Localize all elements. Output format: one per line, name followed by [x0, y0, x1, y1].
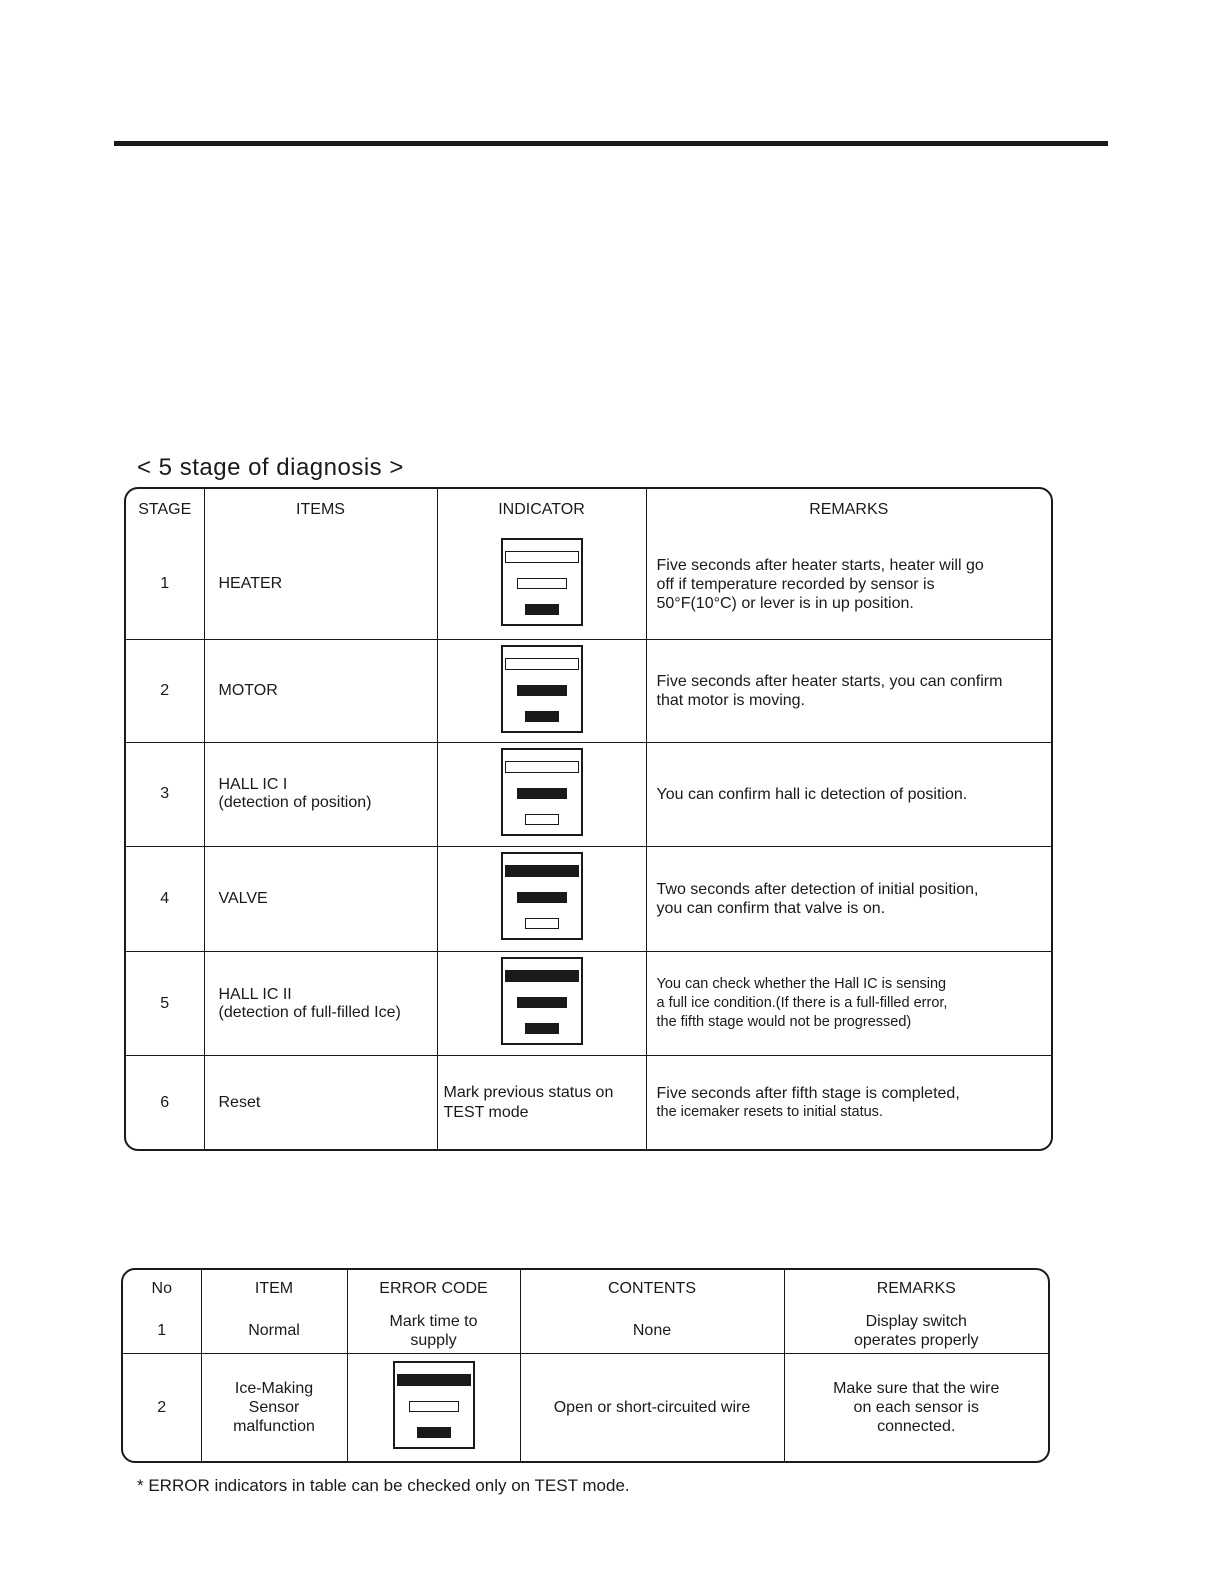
indicator-bar-wide [505, 865, 579, 877]
header-indicator: INDICATOR [437, 489, 646, 530]
remark-line: You can check whether the Hall IC is sensing [656, 976, 947, 993]
error-remark-line: connected. [877, 1418, 956, 1436]
remark-line: off if temperature recorded by sensor is [656, 575, 935, 593]
remark-line: Five seconds after heater starts, heater will go [656, 556, 984, 574]
error-number: 1 [123, 1308, 201, 1354]
remarks-cell [646, 639, 1051, 742]
indicator-bar-small [417, 1427, 451, 1438]
error-item-line: Normal [248, 1322, 300, 1340]
indicator-bar-wide [397, 1374, 471, 1386]
indicator-bar-wide [505, 970, 579, 982]
item-name [204, 639, 437, 742]
indicator-bar-mid [517, 685, 567, 696]
diagnosis-row-5 [126, 951, 1051, 1055]
remark-line: Five seconds after fifth stage is completed, [656, 1084, 960, 1102]
error-contents: Open or short-circuited wire [520, 1354, 784, 1461]
error-item-line: malfunction [233, 1418, 315, 1436]
error-remark-line: Make sure that the wire [833, 1380, 1000, 1398]
indicator-bar-mid [517, 997, 567, 1008]
error-item [201, 1308, 347, 1354]
indicator-cell [437, 951, 646, 1055]
footnote: * ERROR indicators in table can be checked only on TEST mode. [137, 1476, 630, 1495]
header-item: ITEM [201, 1270, 347, 1308]
error-code-line: supply [410, 1331, 457, 1349]
error-remark-line: Display switch [865, 1312, 967, 1330]
error-code-text [347, 1308, 520, 1354]
indicator-bar-small [525, 1023, 559, 1034]
remarks-cell [646, 743, 1051, 846]
remark-line: you can confirm that valve is on. [656, 899, 886, 917]
indicator-cell [437, 743, 646, 846]
stage-number: 2 [126, 639, 204, 742]
indicator-bar-small [525, 814, 559, 825]
remarks-cell [646, 846, 1051, 951]
stage-number: 6 [126, 1056, 204, 1149]
error-remarks [784, 1308, 1048, 1354]
header-stage: STAGE [126, 489, 204, 530]
item-label: HALL IC II [218, 985, 292, 1003]
item-name [204, 846, 437, 951]
diagnosis-header-row [126, 489, 1051, 530]
indicator-display [501, 645, 583, 733]
error-remark-line: on each sensor is [853, 1399, 979, 1417]
remark-line: the icemaker resets to initial status. [656, 1103, 883, 1120]
indicator-text-line: TEST mode [443, 1103, 529, 1121]
error-number: 2 [123, 1354, 201, 1461]
diagnosis-table [124, 487, 1053, 1151]
stage-number: 5 [126, 951, 204, 1055]
indicator-display [501, 957, 583, 1045]
header-error-code: ERROR CODE [347, 1270, 520, 1308]
section-title: < 5 stage of diagnosis > [137, 454, 404, 481]
remark-line: Two seconds after detection of initial position, [656, 880, 979, 898]
indicator-bar-mid [517, 578, 567, 589]
indicator-bar-small [525, 604, 559, 615]
error-contents: None [520, 1308, 784, 1354]
indicator-bar-mid [517, 788, 567, 799]
item-name [204, 530, 437, 639]
diagnosis-row-1 [126, 530, 1051, 639]
indicator-bar-wide [505, 658, 579, 670]
item-label: HEATER [218, 575, 283, 593]
error-item [201, 1354, 347, 1461]
diagnosis-row-4 [126, 846, 1051, 951]
top-rule [114, 141, 1108, 146]
remark-line: 50°F(10°C) or lever is in up position. [656, 594, 914, 612]
item-name [204, 743, 437, 846]
stage-number: 3 [126, 743, 204, 846]
remarks-cell [646, 951, 1051, 1055]
error-header-row [123, 1270, 1048, 1308]
item-label: Reset [218, 1093, 261, 1111]
stage-number: 4 [126, 846, 204, 951]
indicator-text-cell [437, 1056, 646, 1149]
indicator-display [501, 538, 583, 626]
remark-line: that motor is moving. [656, 692, 805, 710]
error-row-2 [123, 1354, 1048, 1461]
error-remark-line: operates properly [853, 1331, 979, 1349]
indicator-bar-wide [505, 761, 579, 773]
item-name [204, 951, 437, 1055]
header-items: ITEMS [204, 489, 437, 530]
item-name [204, 1056, 437, 1149]
error-table [121, 1268, 1050, 1463]
indicator-bar-wide [505, 551, 579, 563]
diagnosis-row-2 [126, 639, 1051, 742]
item-label: HALL IC I [218, 776, 288, 794]
item-sub-label: (detection of position) [218, 794, 372, 812]
error-remarks [784, 1354, 1048, 1461]
remark-line: the fifth stage would not be progressed) [656, 1014, 912, 1031]
indicator-text-line: Mark previous status on [443, 1083, 614, 1101]
indicator-bar-small [525, 918, 559, 929]
remarks-cell [646, 530, 1051, 639]
diagnosis-row-6 [126, 1056, 1051, 1149]
header-contents: CONTENTS [520, 1270, 784, 1308]
header-remarks: REMARKS [646, 489, 1051, 530]
remarks-cell [646, 1056, 1051, 1149]
item-label: MOTOR [218, 682, 278, 700]
error-code-line: Mark time to [389, 1312, 478, 1330]
indicator-display [501, 852, 583, 940]
indicator-cell [437, 639, 646, 742]
item-sub-label: (detection of full-filled Ice) [218, 1003, 401, 1021]
error-item-line: Sensor [248, 1399, 300, 1417]
item-label: VALVE [218, 889, 268, 907]
stage-number: 1 [126, 530, 204, 639]
header-remarks: REMARKS [784, 1270, 1048, 1308]
indicator-bar-small [525, 711, 559, 722]
indicator-cell [437, 846, 646, 951]
header-no: No [123, 1270, 201, 1308]
error-code-indicator-cell [347, 1354, 520, 1461]
error-row-1 [123, 1308, 1048, 1354]
error-item-line: Ice-Making [234, 1380, 314, 1398]
indicator-cell [437, 530, 646, 639]
indicator-bar-mid [409, 1401, 459, 1412]
indicator-bar-mid [517, 892, 567, 903]
remark-line: Five seconds after heater starts, you can confirm [656, 673, 1003, 691]
remark-line: You can confirm hall ic detection of position. [656, 785, 968, 803]
indicator-display [501, 748, 583, 836]
indicator-display [393, 1361, 475, 1449]
remark-line: a full ice condition.(If there is a full-filled error, [656, 995, 948, 1012]
diagnosis-row-3 [126, 743, 1051, 846]
